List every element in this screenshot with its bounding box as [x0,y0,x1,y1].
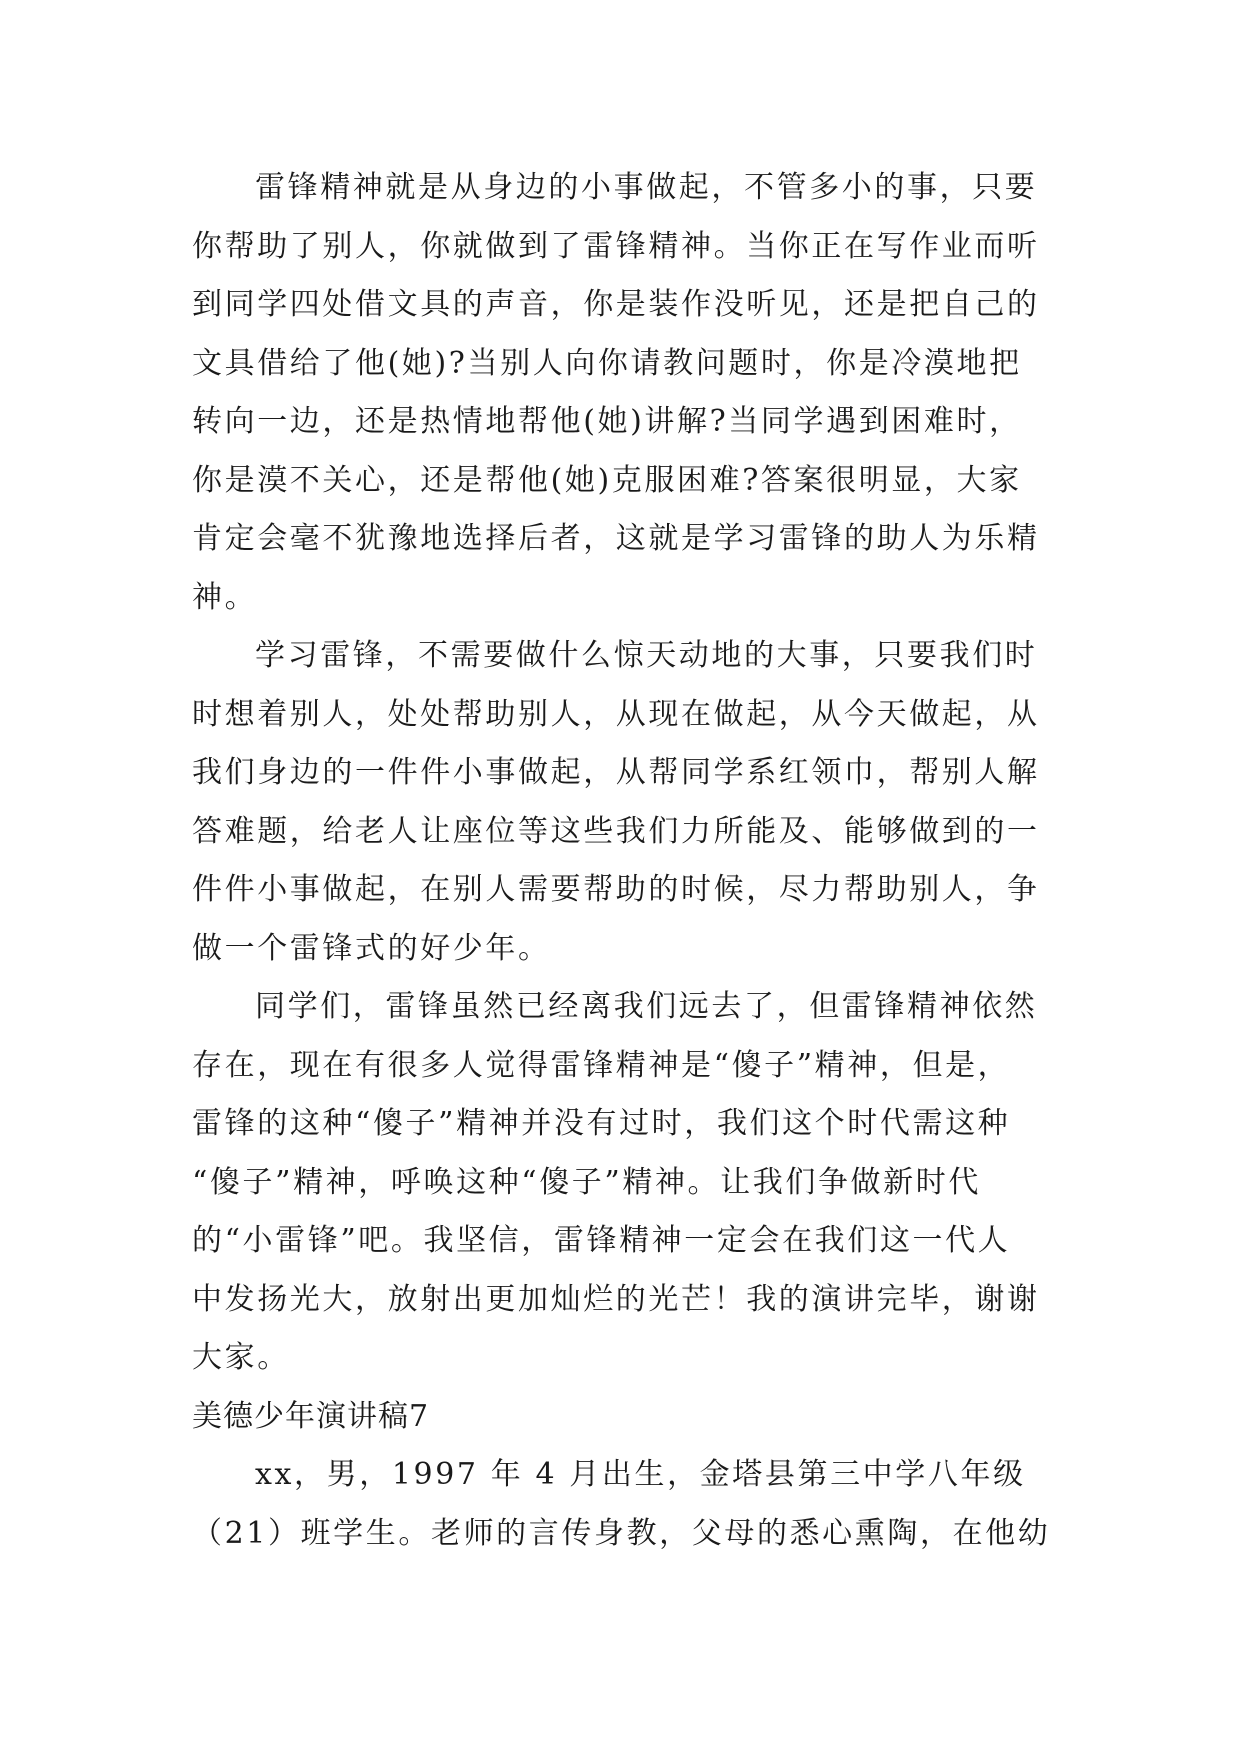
text-line: 的“小雷锋”吧。我坚信，雷锋精神一定会在我们这一代人 [192,1223,1011,1258]
text-line: 肯定会毫不犹豫地选择后者，这就是学习雷锋的助人为乐精 [192,521,1040,556]
text-line: 大家。 [192,1340,290,1375]
text-line: 你帮助了别人，你就做到了雷锋精神。当你正在写作业而听 [192,228,1040,264]
text-line: xx，男，1997 年 4 月出生，金塔县第三中学八年级 [255,1457,1026,1492]
text-line: 答难题，给老人让座位等这些我们力所能及、能够做到的一 [192,813,1040,849]
text-line: 同学们，雷锋虽然已经离我们远去了，但雷锋精神依然 [255,989,1038,1024]
text-line: 存在，现在有很多人觉得雷锋精神是“傻子”精神，但是， [192,1047,1011,1083]
text-line: 文具借给了他(她)?当别人向你请教问题时，你是冷漠地把 [192,345,1022,381]
text-line: “傻子”精神，呼唤这种“傻子”精神。让我们争做新时代 [192,1164,981,1200]
text-line: （21）班学生。老师的言传身教，父母的悉心熏陶，在他幼 [192,1515,1051,1551]
document-body [192,159,1062,1563]
text-line: 雷锋精神就是从身边的小事做起，不管多小的事，只要 [255,170,1038,205]
text-line: 中发扬光大，放射出更加灿烂的光芒！我的演讲完毕，谢谢 [192,1281,1040,1317]
text-line: 你是漠不关心，还是帮他(她)克服困难?答案很明显，大家 [192,462,1022,498]
section-heading: 美德少年演讲稿7 [192,1398,430,1434]
text-line: 件件小事做起，在别人需要帮助的时候，尽力帮助别人，争 [192,872,1040,907]
text-line: 时想着别人，处处帮助别人，从现在做起，从今天做起，从 [192,696,1040,732]
text-line: 雷锋的这种“傻子”精神并没有过时，我们这个时代需这种 [192,1106,1011,1141]
text-line: 做一个雷锋式的好少年。 [192,930,551,966]
text-line: 我们身边的一件件小事做起，从帮同学系红领巾，帮别人解 [192,755,1040,790]
text-line: 神。 [192,579,258,615]
text-line: 学习雷锋，不需要做什么惊天动地的大事，只要我们时 [255,638,1038,673]
text-line: 到同学四处借文具的声音，你是装作没听见，还是把自己的 [192,287,1040,322]
text-line: 转向一边，还是热情地帮他(她)讲解?当同学遇到困难时， [192,404,1022,439]
